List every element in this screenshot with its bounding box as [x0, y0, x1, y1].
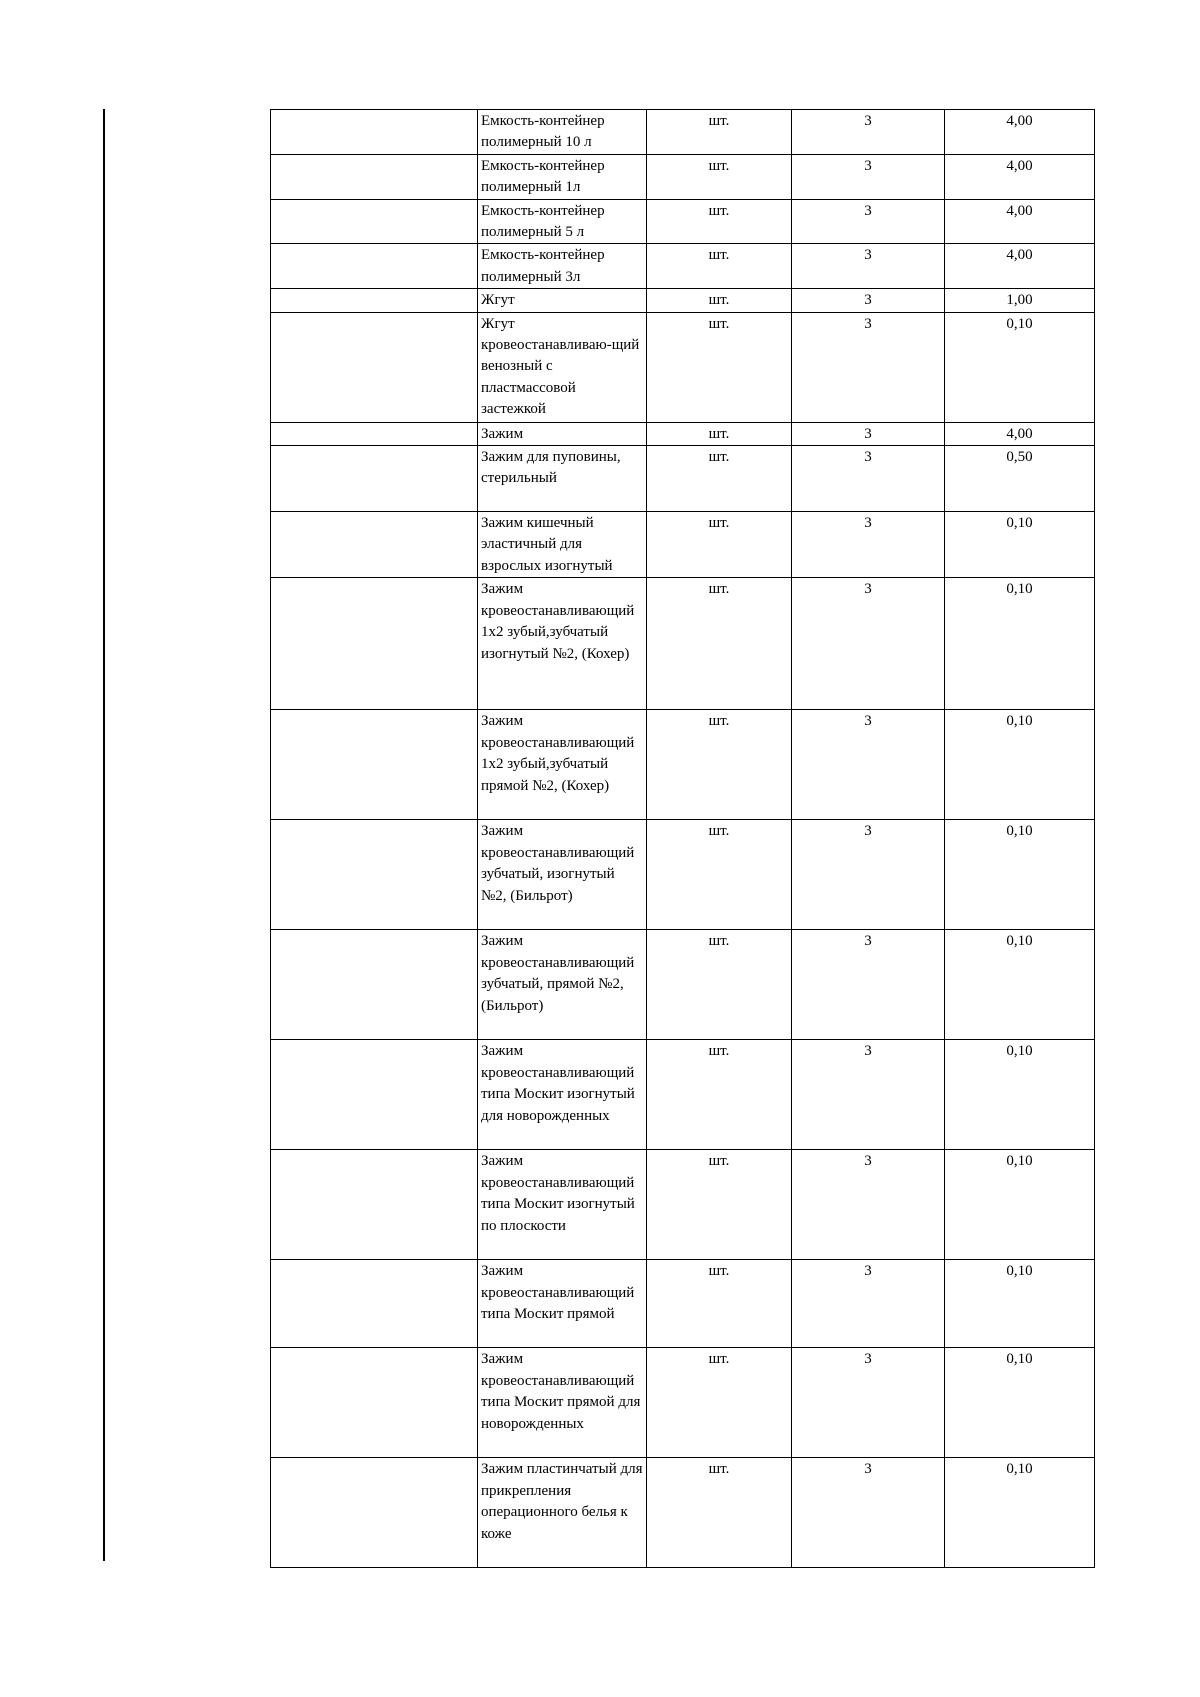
table-row: [271, 1458, 1095, 1568]
items-table: [270, 109, 1095, 1568]
item-unit: шт.: [647, 289, 792, 312]
blank-cell: [271, 422, 478, 445]
blank-cell: [271, 1040, 478, 1150]
item-quantity: 3: [792, 154, 945, 199]
item-unit: шт.: [647, 578, 792, 710]
item-unit: шт.: [647, 154, 792, 199]
item-name: Зажим кровеостанавливающий типа Москит прямой: [478, 1260, 647, 1348]
blank-cell: [271, 820, 478, 930]
item-quantity: 3: [792, 446, 945, 512]
item-rate: 1,00: [945, 289, 1095, 312]
blank-cell: [271, 710, 478, 820]
item-rate: 0,10: [945, 1458, 1095, 1568]
blank-cell: [271, 446, 478, 512]
blank-cell: [271, 110, 478, 155]
table-row: [271, 1348, 1095, 1458]
item-rate: 0,10: [945, 1150, 1095, 1260]
item-quantity: 3: [792, 1260, 945, 1348]
item-name: Зажим кровеостанавливающий типа Москит изогнутый для новорожденных: [478, 1040, 647, 1150]
item-rate: 4,00: [945, 154, 1095, 199]
item-unit: шт.: [647, 710, 792, 820]
table-row: [271, 154, 1095, 199]
item-rate: 0,10: [945, 312, 1095, 422]
item-name: Зажим кровеостанавливающий зубчатый, изогнутый №2, (Бильрот): [478, 820, 647, 930]
blank-cell: [271, 1150, 478, 1260]
item-unit: шт.: [647, 312, 792, 422]
item-quantity: 3: [792, 1458, 945, 1568]
table-row: [271, 110, 1095, 155]
item-rate: 0,10: [945, 578, 1095, 710]
item-rate: 0,10: [945, 1260, 1095, 1348]
table-row: [271, 1260, 1095, 1348]
item-name: Емкость-контейнер полимерный 10 л: [478, 110, 647, 155]
item-name: Жгут: [478, 289, 647, 312]
item-rate: 0,10: [945, 710, 1095, 820]
item-quantity: 3: [792, 578, 945, 710]
table-row: [271, 422, 1095, 445]
table-row: [271, 1150, 1095, 1260]
item-rate: 4,00: [945, 422, 1095, 445]
item-unit: шт.: [647, 199, 792, 244]
table-row: [271, 199, 1095, 244]
blank-cell: [271, 289, 478, 312]
item-rate: 0,10: [945, 1348, 1095, 1458]
item-quantity: 3: [792, 930, 945, 1040]
item-unit: шт.: [647, 512, 792, 578]
item-unit: шт.: [647, 1458, 792, 1568]
items-table-body: [271, 110, 1095, 1568]
item-unit: шт.: [647, 820, 792, 930]
margin-rule: [103, 109, 105, 1561]
item-name: Зажим кровеостанавливающий типа Москит изогнутый по плоскости: [478, 1150, 647, 1260]
item-name: Зажим: [478, 422, 647, 445]
item-rate: 0,10: [945, 820, 1095, 930]
item-quantity: 3: [792, 1348, 945, 1458]
blank-cell: [271, 1260, 478, 1348]
item-unit: шт.: [647, 1150, 792, 1260]
item-rate: 0,10: [945, 930, 1095, 1040]
item-rate: 4,00: [945, 199, 1095, 244]
item-name: Зажим кровеостанавливающий 1х2 зубый,зубчатый прямой №2, (Кохер): [478, 710, 647, 820]
item-quantity: 3: [792, 312, 945, 422]
item-unit: шт.: [647, 1260, 792, 1348]
table-row: [271, 930, 1095, 1040]
item-rate: 4,00: [945, 110, 1095, 155]
blank-cell: [271, 312, 478, 422]
item-unit: шт.: [647, 1040, 792, 1150]
item-name: Зажим для пуповины, стерильный: [478, 446, 647, 512]
table-row: [271, 512, 1095, 578]
item-name: Зажим кишечный эластичный для взрослых изогнутый: [478, 512, 647, 578]
item-name: Жгут кровеостанавливаю-щий венозный с пластмассовой застежкой: [478, 312, 647, 422]
item-quantity: 3: [792, 1040, 945, 1150]
item-quantity: 3: [792, 512, 945, 578]
item-quantity: 3: [792, 710, 945, 820]
blank-cell: [271, 1348, 478, 1458]
item-quantity: 3: [792, 820, 945, 930]
item-unit: шт.: [647, 446, 792, 512]
item-rate: 4,00: [945, 244, 1095, 289]
table-row: [271, 244, 1095, 289]
item-quantity: 3: [792, 244, 945, 289]
blank-cell: [271, 154, 478, 199]
item-name: Емкость-контейнер полимерный 1л: [478, 154, 647, 199]
item-unit: шт.: [647, 110, 792, 155]
table-row: [271, 1040, 1095, 1150]
blank-cell: [271, 244, 478, 289]
item-unit: шт.: [647, 244, 792, 289]
table-row: [271, 289, 1095, 312]
table-row: [271, 710, 1095, 820]
table-row: [271, 578, 1095, 710]
item-quantity: 3: [792, 422, 945, 445]
item-name: Емкость-контейнер полимерный 5 л: [478, 199, 647, 244]
item-unit: шт.: [647, 1348, 792, 1458]
blank-cell: [271, 930, 478, 1040]
item-quantity: 3: [792, 199, 945, 244]
table-row: [271, 820, 1095, 930]
item-unit: шт.: [647, 930, 792, 1040]
item-quantity: 3: [792, 289, 945, 312]
blank-cell: [271, 1458, 478, 1568]
blank-cell: [271, 512, 478, 578]
blank-cell: [271, 578, 478, 710]
item-name: Зажим кровеостанавливающий типа Москит прямой для новорожденных: [478, 1348, 647, 1458]
item-rate: 0,10: [945, 1040, 1095, 1150]
item-name: Емкость-контейнер полимерный 3л: [478, 244, 647, 289]
blank-cell: [271, 199, 478, 244]
item-name: Зажим пластинчатый для прикрепления операционного белья к коже: [478, 1458, 647, 1568]
table-row: [271, 312, 1095, 422]
item-rate: 0,10: [945, 512, 1095, 578]
item-rate: 0,50: [945, 446, 1095, 512]
table-row: [271, 446, 1095, 512]
item-quantity: 3: [792, 110, 945, 155]
item-name: Зажим кровеостанавливающий 1х2 зубый,зубчатый изогнутый №2, (Кохер): [478, 578, 647, 710]
item-unit: шт.: [647, 422, 792, 445]
item-name: Зажим кровеостанавливающий зубчатый, прямой №2, (Бильрот): [478, 930, 647, 1040]
item-quantity: 3: [792, 1150, 945, 1260]
